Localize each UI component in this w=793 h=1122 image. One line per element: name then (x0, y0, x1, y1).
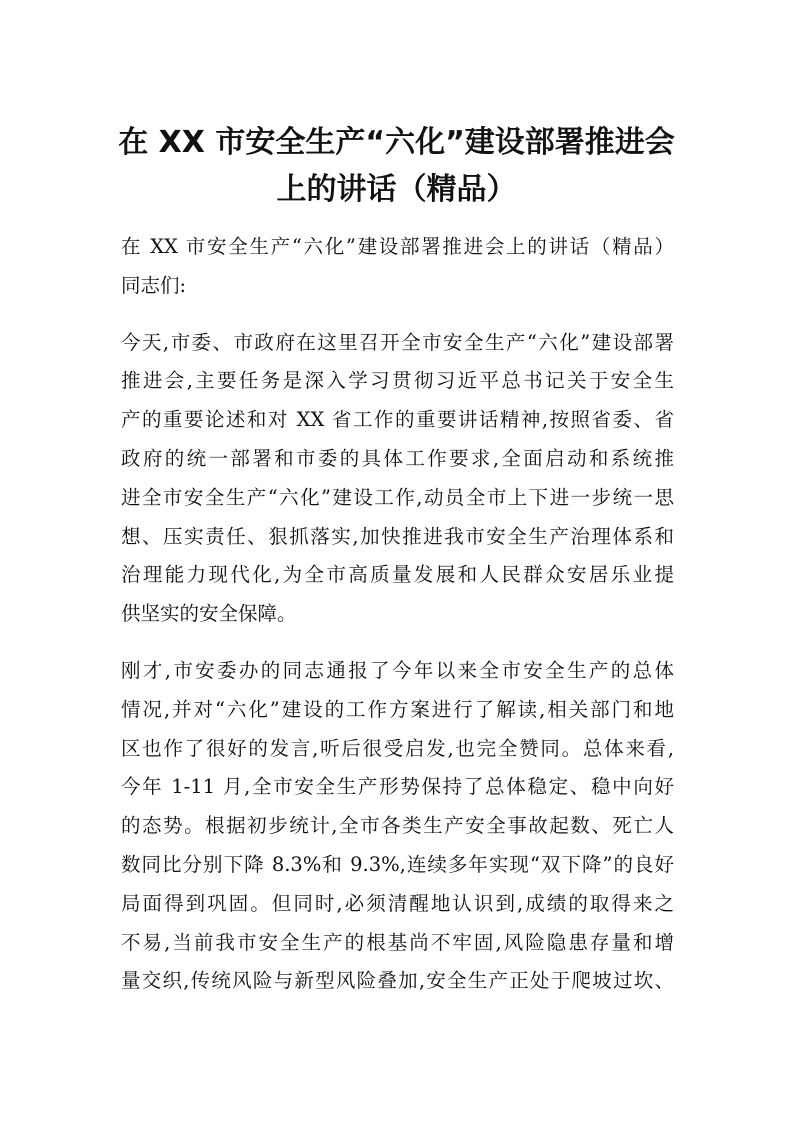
paragraph-line: 量交织,传统风险与新型风险叠加,安全生产正处于爬坡过坎、 (121, 969, 674, 993)
paragraph-line: 想、压实责任、狠抓落实,加快推进我市安全生产治理体系和 (121, 524, 674, 548)
paragraph-line: 情况,并对“六化”建设的工作方案进行了解读,相关部门和地 (121, 697, 674, 721)
paragraph-line: 产的重要论述和对 XX 省工作的重要讲话精神,按照省委、省 (121, 408, 674, 432)
paragraph-line: 不易,当前我市安全生产的根基尚不牢固,风险隐患存量和增 (121, 930, 674, 954)
salutation: 同志们: (121, 273, 187, 297)
paragraph-line: 的态势。根据初步统计,全市各类生产安全事故起数、死亡人 (121, 814, 674, 838)
paragraph-line: 治理能力现代化,为全市高质量发展和人民群众安居乐业提 (121, 563, 674, 587)
paragraph-line: 进全市安全生产“六化”建设工作,动员全市上下进一步统一思 (121, 485, 674, 509)
paragraphs (121, 324, 674, 1002)
paragraph-line: 今年 1-11 月,全市安全生产形势保持了总体稳定、稳中向好 (121, 775, 674, 799)
paragraph-line: 刚才,市安委办的同志通报了今年以来全市安全生产的总体 (121, 658, 674, 682)
paragraph-line: 推进会,主要任务是深入学习贯彻习近平总书记关于安全生 (121, 369, 674, 393)
paragraph (121, 652, 674, 1001)
title-line: 上的讲话（精品） (276, 172, 517, 207)
title-line: 在 XX 市安全生产“六化”建设部署推进会 (118, 125, 675, 160)
subtitle-line: 在 XX 市安全生产“六化”建设部署推进会上的讲话（精品） (121, 235, 674, 258)
paragraph-line: 今天,市委、市政府在这里召开全市安全生产“六化”建设部署 (121, 330, 674, 354)
paragraph-line: 局面得到巩固。但同时,必须清醒地认识到,成绩的取得来之 (121, 891, 674, 915)
paragraph-line: 区也作了很好的发言,听后很受启发,也完全赞同。总体来看, (121, 736, 674, 760)
document-body (121, 228, 674, 1001)
paragraph (121, 324, 674, 634)
document-title (0, 119, 793, 213)
paragraph-line: 数同比分别下降 8.3%和 9.3%,连续多年实现“双下降”的良好 (121, 852, 674, 876)
paragraph-line: 政府的统一部署和市委的具体工作要求,全面启动和系统推 (121, 446, 674, 470)
paragraph-line: 供坚实的安全保障。 (121, 602, 297, 626)
